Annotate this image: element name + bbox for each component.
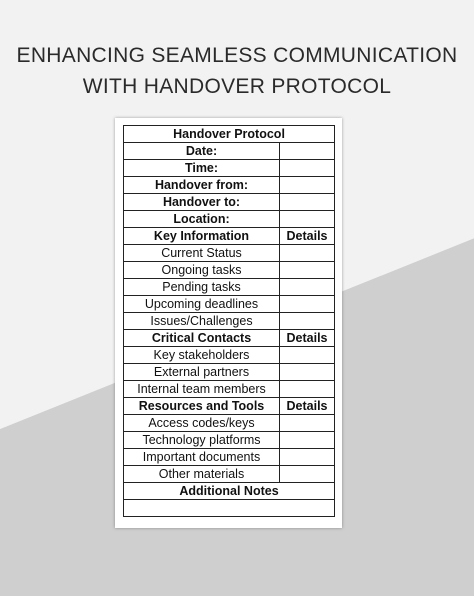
item-label: Current Status — [124, 245, 280, 262]
item-label: External partners — [124, 364, 280, 381]
item-label: Ongoing tasks — [124, 262, 280, 279]
section-header-critical-contacts — [124, 330, 335, 347]
table-row — [124, 415, 335, 432]
field-row-location — [124, 211, 335, 228]
item-details[interactable] — [280, 262, 335, 279]
table-row — [124, 432, 335, 449]
item-details[interactable] — [280, 381, 335, 398]
form-heading-row — [124, 126, 335, 143]
item-details[interactable] — [280, 449, 335, 466]
item-label: Internal team members — [124, 381, 280, 398]
notes-row — [124, 500, 335, 517]
field-row-time — [124, 160, 335, 177]
handover-form-sheet — [115, 118, 342, 528]
section-details-header: Details — [280, 398, 335, 415]
item-details[interactable] — [280, 347, 335, 364]
section-label-key-information: Key Information — [124, 228, 280, 245]
item-details[interactable] — [280, 296, 335, 313]
item-details[interactable] — [280, 466, 335, 483]
field-value-time[interactable] — [280, 160, 335, 177]
table-row — [124, 296, 335, 313]
field-label-location: Location: — [124, 211, 280, 228]
field-row-handover-to — [124, 194, 335, 211]
section-details-header: Details — [280, 228, 335, 245]
item-details[interactable] — [280, 415, 335, 432]
page-title-line-2: WITH HANDOVER PROTOCOL — [82, 75, 392, 98]
section-details-header: Details — [280, 330, 335, 347]
form-heading: Handover Protocol — [124, 126, 335, 143]
item-label: Upcoming deadlines — [124, 296, 280, 313]
table-row — [124, 449, 335, 466]
item-details[interactable] — [280, 313, 335, 330]
item-details[interactable] — [280, 364, 335, 381]
item-label: Access codes/keys — [124, 415, 280, 432]
table-row — [124, 313, 335, 330]
table-row — [124, 245, 335, 262]
section-header-resources-and-tools — [124, 398, 335, 415]
field-value-handover-from[interactable] — [280, 177, 335, 194]
field-label-time: Time: — [124, 160, 280, 177]
item-label: Key stakeholders — [124, 347, 280, 364]
section-label-critical-contacts: Critical Contacts — [124, 330, 280, 347]
field-value-date[interactable] — [280, 143, 335, 160]
table-row — [124, 364, 335, 381]
item-details[interactable] — [280, 279, 335, 296]
item-details[interactable] — [280, 432, 335, 449]
table-row — [124, 466, 335, 483]
field-row-date — [124, 143, 335, 160]
handover-form-table — [123, 125, 335, 517]
section-label-resources-and-tools: Resources and Tools — [124, 398, 280, 415]
notes-header-row — [124, 483, 335, 500]
item-details[interactable] — [280, 245, 335, 262]
field-label-handover-to: Handover to: — [124, 194, 280, 211]
field-row-handover-from — [124, 177, 335, 194]
page-title — [0, 40, 474, 102]
table-row — [124, 347, 335, 364]
field-label-date: Date: — [124, 143, 280, 160]
table-row — [124, 381, 335, 398]
item-label: Other materials — [124, 466, 280, 483]
item-label: Pending tasks — [124, 279, 280, 296]
item-label: Important documents — [124, 449, 280, 466]
field-value-handover-to[interactable] — [280, 194, 335, 211]
additional-notes-field[interactable] — [124, 500, 335, 517]
field-value-location[interactable] — [280, 211, 335, 228]
page-title-line-1: ENHANCING SEAMLESS COMMUNICATION — [16, 44, 458, 67]
section-header-key-information — [124, 228, 335, 245]
table-row — [124, 262, 335, 279]
additional-notes-label: Additional Notes — [124, 483, 335, 500]
item-label: Issues/Challenges — [124, 313, 280, 330]
field-label-handover-from: Handover from: — [124, 177, 280, 194]
item-label: Technology platforms — [124, 432, 280, 449]
table-row — [124, 279, 335, 296]
